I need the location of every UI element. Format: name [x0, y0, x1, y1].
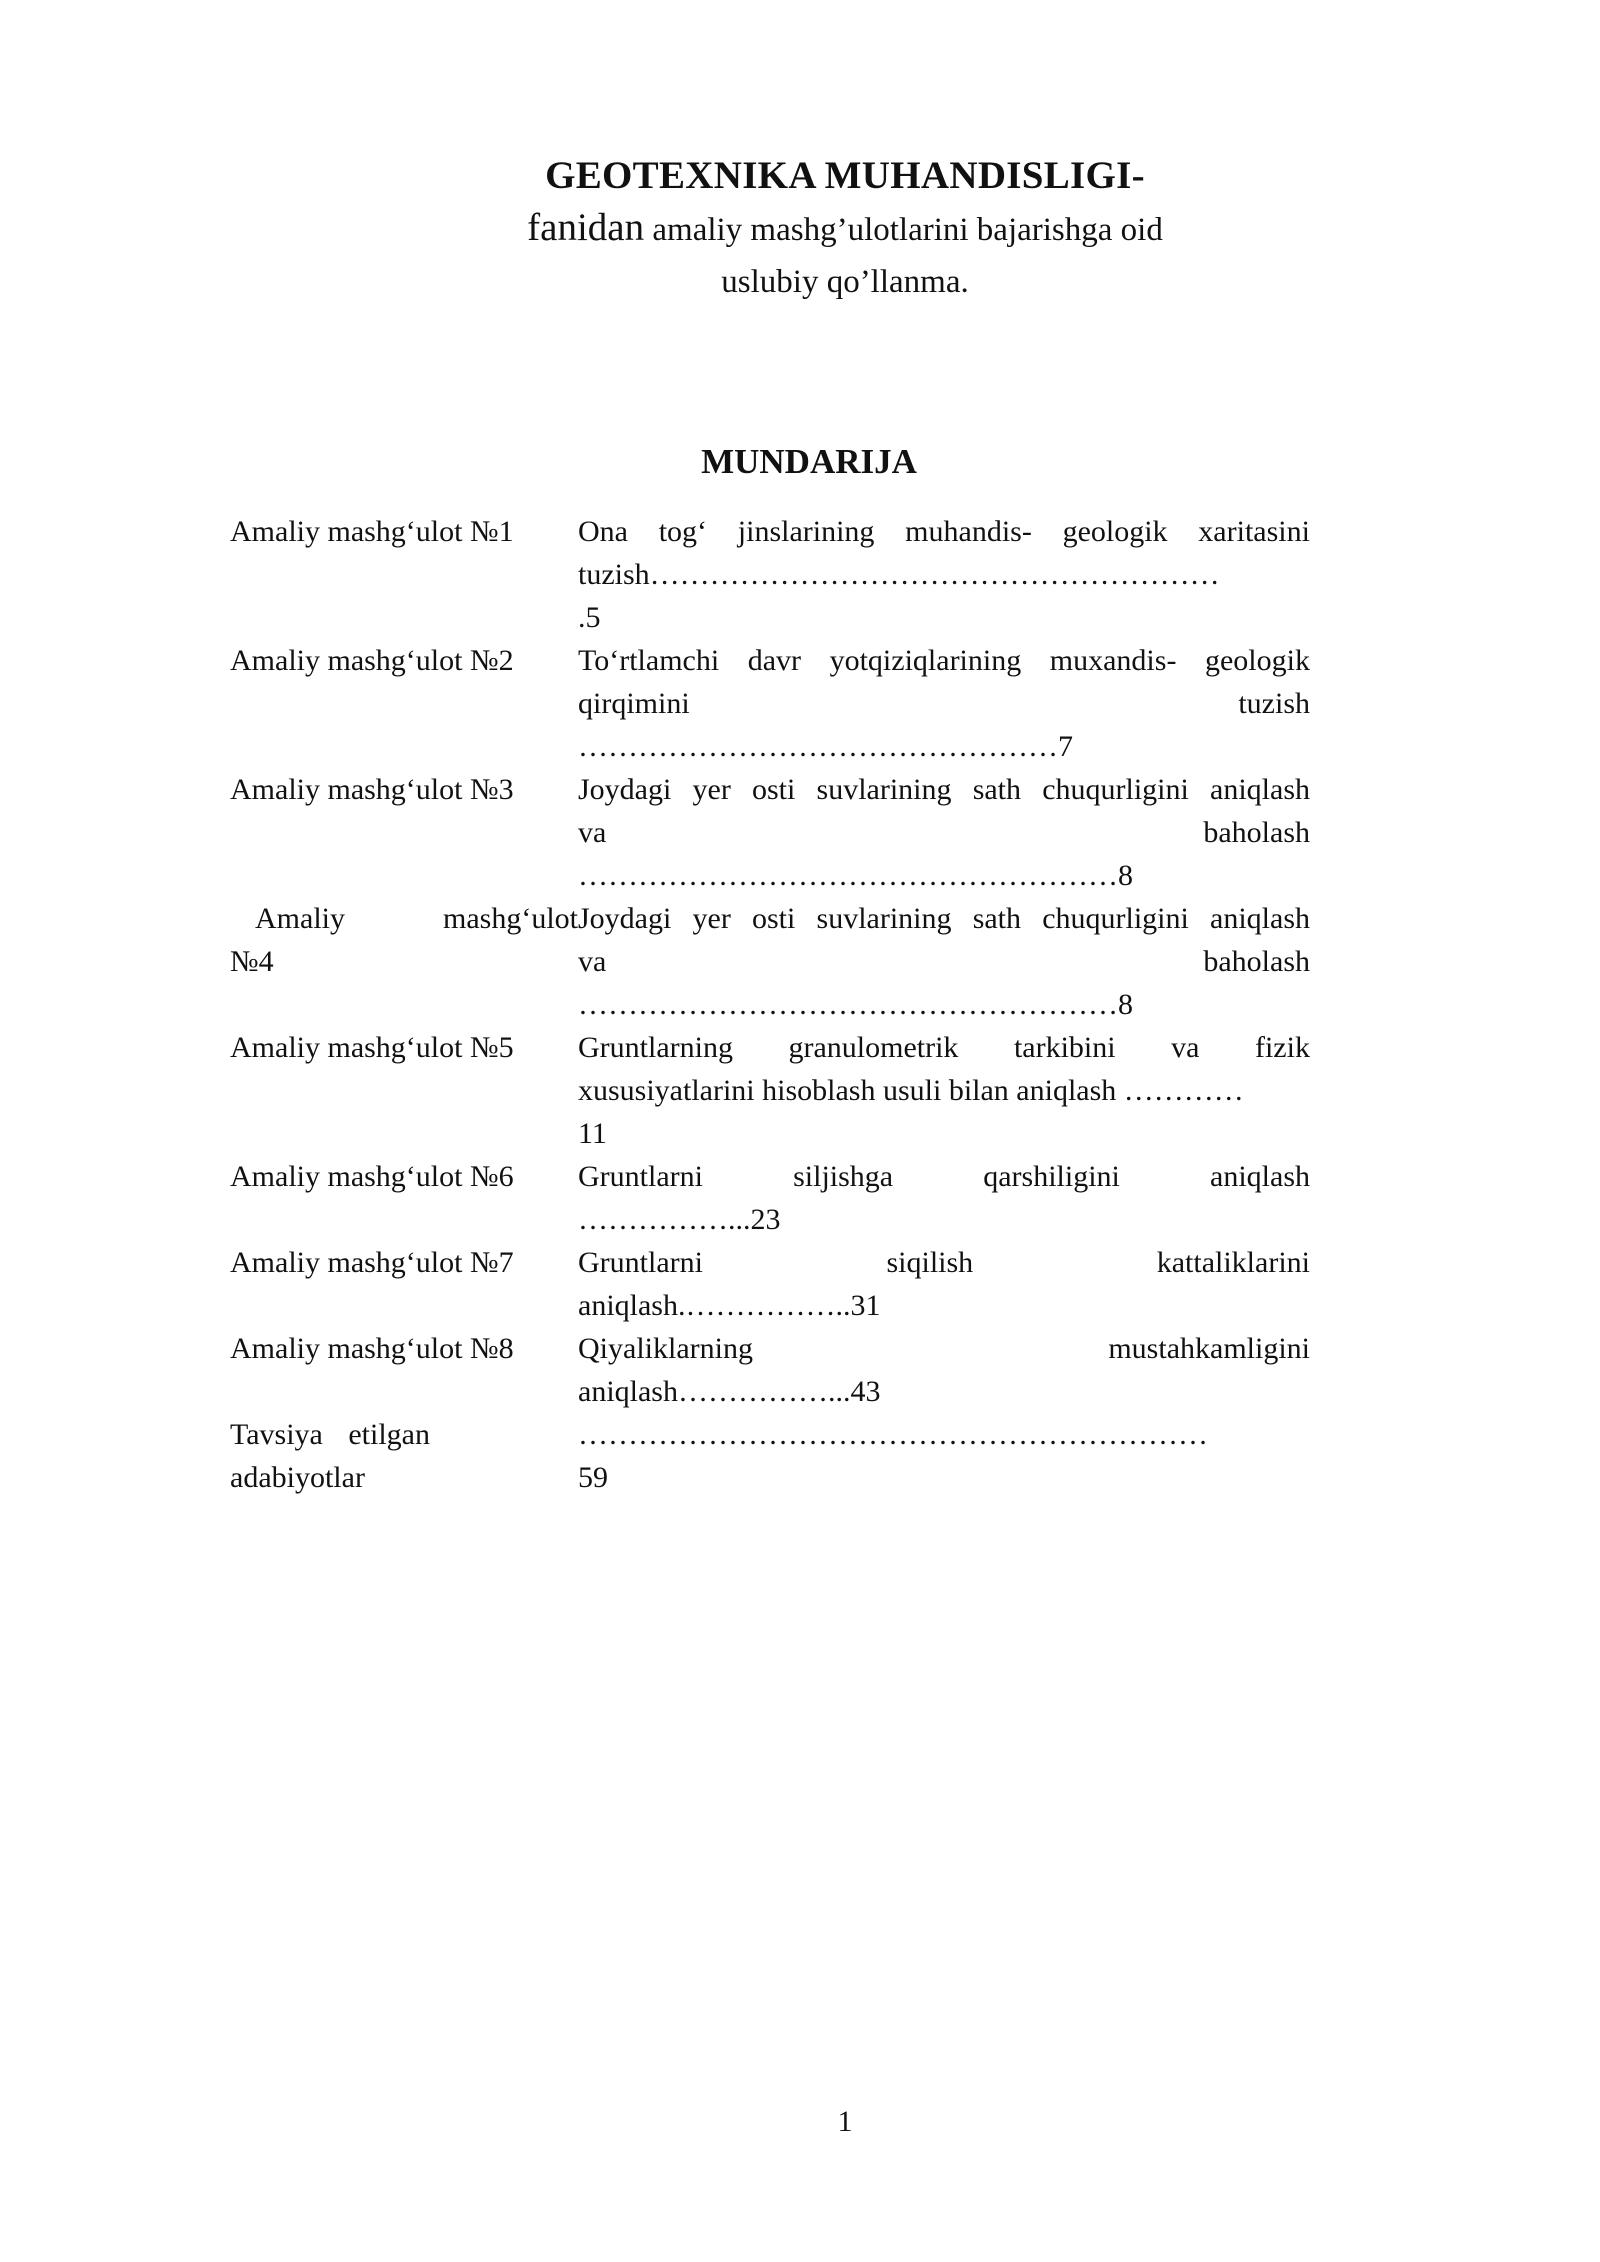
word: baholash	[1203, 945, 1310, 978]
word: Gruntlarning	[578, 1031, 733, 1064]
toc-entry-text	[578, 768, 1310, 897]
toc-entry-line	[578, 510, 1310, 553]
word: chuqurligini	[1042, 773, 1189, 806]
document-subtitle-line2: uslubiy qo’llanma.	[721, 264, 969, 300]
toc-entry-label: Amaliy mashg‘ulot №7	[230, 1246, 514, 1279]
toc-entry-page: aniqlash.……………..31	[578, 1289, 881, 1322]
subtitle-rest: amaliy mashg’ulotlarini bajarishga oid	[644, 212, 1163, 248]
word: osti	[751, 902, 796, 935]
toc-entry-label-line: №4	[230, 945, 274, 978]
word: baholash	[1203, 816, 1310, 849]
word: Gruntlarni	[578, 1246, 703, 1279]
toc-entry-page: …………………………………………7	[578, 730, 1073, 763]
toc-entry-line	[578, 768, 1310, 811]
toc-entry-line	[578, 1241, 1310, 1284]
toc-entry[interactable]	[230, 639, 1310, 768]
word: granulometrik	[788, 1031, 959, 1064]
word: Joydagi	[578, 773, 672, 806]
word: yer	[692, 902, 731, 935]
toc-entry-text	[578, 1026, 1310, 1155]
toc-entry-line	[578, 1026, 1310, 1069]
subtitle-lead: fanidan	[527, 206, 645, 249]
word: tuzish	[1238, 687, 1310, 720]
toc-entry[interactable]	[230, 1155, 1310, 1241]
toc-entry-line	[578, 897, 1310, 940]
toc-entry[interactable]	[230, 510, 1310, 639]
word: To‘rtlamchi	[578, 644, 720, 677]
toc-entry-line	[578, 1155, 1310, 1198]
title-block	[0, 150, 1600, 308]
toc-entry-line	[578, 1327, 1310, 1370]
document-title: GEOTEXNIKA MUHANDISLIGI-	[545, 154, 1145, 197]
toc-entry-line	[578, 811, 1310, 854]
word: geologik	[1204, 644, 1310, 677]
word: aniqlash	[1210, 773, 1310, 806]
toc-entry-text	[578, 1241, 1310, 1327]
word: tog‘	[658, 515, 708, 548]
toc-entry-text	[578, 1327, 1310, 1413]
toc-entry-text	[578, 639, 1310, 768]
toc-entry-label: Amaliy mashg‘ulot №5	[230, 1031, 514, 1064]
word: siljishga	[793, 1160, 894, 1193]
word: osti	[751, 773, 796, 806]
toc-entry-page: 11	[578, 1117, 607, 1150]
word: fizik	[1254, 1031, 1310, 1064]
toc-entry-line	[578, 682, 1310, 725]
word: muxandis-	[1049, 644, 1177, 677]
word: davr	[747, 644, 802, 677]
toc-entry-label: Amaliy mashg‘ulot №1	[230, 515, 514, 548]
word: suvlarining	[816, 902, 952, 935]
word: jinslarining	[737, 515, 875, 548]
toc-entry[interactable]	[230, 1413, 1310, 1499]
toc-entry-label: Tavsiya etilgan adabiyotlar	[230, 1418, 430, 1494]
toc-entry-page: aniqlash……………...43	[578, 1375, 881, 1408]
word: Gruntlarni	[578, 1160, 703, 1193]
word: mustahkamligini	[1108, 1332, 1310, 1365]
toc-entry-line: xususiyatlarini hisoblash usuli bilan aniqlash …………	[578, 1074, 1244, 1107]
toc-entry-page: .5	[578, 601, 601, 634]
toc-entry-line	[578, 940, 1310, 983]
toc-entry[interactable]	[230, 768, 1310, 897]
word: suvlarining	[816, 773, 952, 806]
toc-entry-line	[578, 639, 1310, 682]
toc-entry-label: Amaliy mashg‘ulot №2	[230, 644, 514, 677]
toc-entry-page: ………………………………………………8	[578, 859, 1133, 892]
toc-entry-text	[578, 897, 1310, 1026]
toc-entry-label: Amaliy mashg‘ulot №3	[230, 773, 514, 806]
document-subtitle	[0, 202, 1600, 256]
toc-entry-page: ……………...23	[578, 1203, 781, 1236]
word: aniqlash	[1210, 902, 1310, 935]
word: kattaliklarini	[1156, 1246, 1310, 1279]
word: xaritasini	[1198, 515, 1310, 548]
toc-entry[interactable]	[230, 1241, 1310, 1327]
word: va	[1171, 1031, 1200, 1064]
toc-entry-page: 59	[578, 1461, 608, 1494]
toc-entry-text	[578, 1155, 1310, 1241]
word: Ona	[578, 515, 628, 548]
word: aniqlash	[1210, 1160, 1310, 1193]
toc-entry-line: ………………………………………………………	[578, 1418, 1208, 1451]
toc-entry-line: tuzish…………………………………………………	[578, 558, 1220, 591]
toc-entry-text	[578, 1413, 1310, 1499]
word: yer	[692, 773, 731, 806]
word: tarkibini	[1013, 1031, 1116, 1064]
toc-entry-label-line	[230, 897, 578, 940]
toc-entry-label: Amaliy mashg‘ulot №6	[230, 1160, 514, 1193]
word: yotqiziqlarining	[829, 644, 1022, 677]
toc-heading: MUNDARIJA	[701, 442, 917, 481]
word: muhandis-	[905, 515, 1032, 548]
word: sath	[972, 773, 1022, 806]
word: Joydagi	[578, 902, 672, 935]
word: va	[578, 816, 607, 849]
word: Qiyaliklarning	[578, 1332, 753, 1365]
toc-entry-page: ………………………………………………8	[578, 988, 1133, 1021]
toc-entry[interactable]	[230, 1026, 1310, 1155]
toc-entry-label	[230, 897, 578, 983]
word: geologik	[1062, 515, 1168, 548]
word: qarshiligini	[983, 1160, 1120, 1193]
word: va	[578, 945, 607, 978]
toc-entry-label: Amaliy mashg‘ulot №8	[230, 1332, 514, 1365]
page-number: 1	[837, 2105, 853, 2138]
word: siqilish	[886, 1246, 974, 1279]
toc-entry-text	[578, 510, 1310, 639]
toc-entry[interactable]	[230, 897, 1310, 1026]
word: Amaliy	[255, 902, 345, 935]
toc-entry[interactable]	[230, 1327, 1310, 1413]
word: qirqimini	[578, 687, 690, 720]
word: sath	[972, 902, 1022, 935]
word: mashg‘ulot	[443, 902, 578, 935]
word: chuqurligini	[1042, 902, 1189, 935]
table-of-contents	[230, 510, 1310, 1499]
